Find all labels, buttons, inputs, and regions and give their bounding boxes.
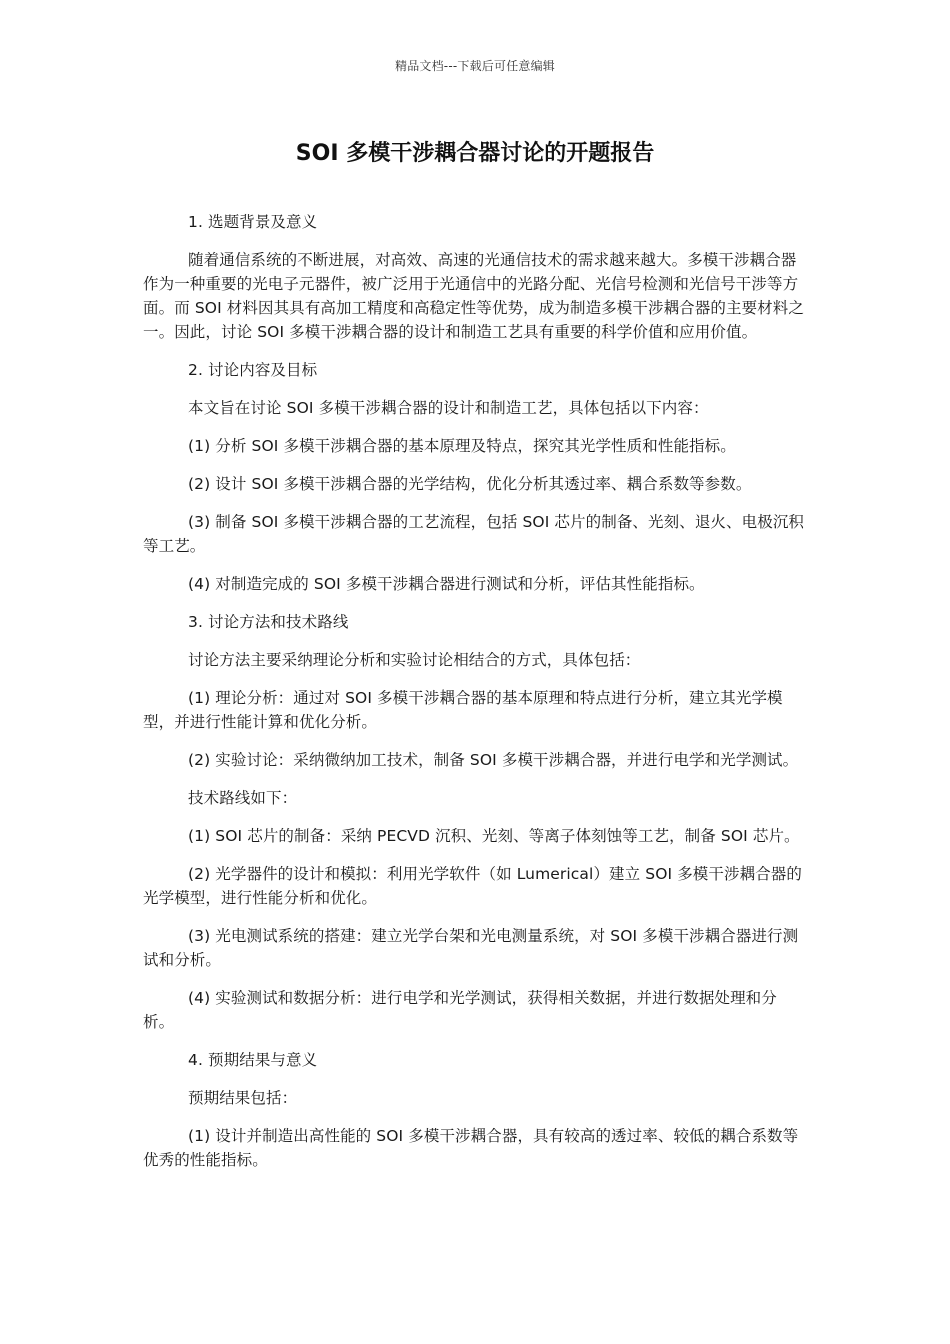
section-heading-background: 1. 选题背景及意义 — [188, 213, 318, 231]
paragraph-content-intro: 本文旨在讨论 SOI 多模干涉耦合器的设计和制造工艺，具体包括以下内容： — [188, 399, 709, 417]
header-note: 精品文档---下载后可任意编辑 — [395, 59, 555, 73]
paragraph-route-intro: 技术路线如下： — [188, 789, 298, 807]
paragraph-background: 随着通信系统的不断进展，对高效、高速的光通信技术的需求越来越大。多模干涉耦合器作为一种重要的光电子元器件，被广泛用于光通信中的光路分配、光信号检测和光信号干涉等方面。而 SOI 材料因其具有高加工精度和高稳定性等优势，成为制造多模干涉耦合器的主要材料之一。因此，讨论 SOI 多模干涉耦合器的设计和制造工艺具有重要的科学价值和应用价值。 — [143, 251, 804, 341]
list-item-content-2: (2) 设计 SOI 多模干涉耦合器的光学结构，优化分析其透过率、耦合系数等参数。 — [188, 475, 752, 493]
list-item-route-4: (4) 实验测试和数据分析：进行电学和光学测试，获得相关数据，并进行数据处理和分析。 — [143, 989, 777, 1031]
document-title: SOI 多模干涉耦合器讨论的开题报告 — [295, 141, 655, 166]
list-item-methods-2: (2) 实验讨论：采纳微纳加工技术，制备 SOI 多模干涉耦合器，并进行电学和光学测试。 — [188, 751, 799, 769]
list-item-content-3: (3) 制备 SOI 多模干涉耦合器的工艺流程，包括 SOI 芯片的制备、光刻、退火、电极沉积等工艺。 — [143, 513, 805, 555]
list-item-results-1: (1) 设计并制造出高性能的 SOI 多模干涉耦合器，具有较高的透过率、较低的耦合系数等优秀的性能指标。 — [143, 1127, 799, 1169]
list-item-content-1: (1) 分析 SOI 多模干涉耦合器的基本原理及特点，探究其光学性质和性能指标。 — [188, 437, 736, 455]
list-item-content-4: (4) 对制造完成的 SOI 多模干涉耦合器进行测试和分析，评估其性能指标。 — [188, 575, 705, 593]
list-item-route-1: (1) SOI 芯片的制备：采纳 PECVD 沉积、光刻、等离子体刻蚀等工艺，制备 SOI 芯片。 — [188, 827, 800, 845]
list-item-route-2: (2) 光学器件的设计和模拟：利用光学软件（如 Lumerical）建立 SOI 多模干涉耦合器的光学模型，进行性能分析和优化。 — [143, 865, 803, 907]
paragraph-methods-intro: 讨论方法主要采纳理论分析和实验讨论相结合的方式，具体包括： — [188, 651, 641, 669]
list-item-methods-1: (1) 理论分析：通过对 SOI 多模干涉耦合器的基本原理和特点进行分析，建立其光学模型，并进行性能计算和优化分析。 — [143, 689, 783, 731]
document-body — [143, 210, 808, 1186]
section-heading-results: 4. 预期结果与意义 — [188, 1051, 318, 1069]
section-heading-methods: 3. 讨论方法和技术路线 — [188, 613, 349, 631]
section-heading-content: 2. 讨论内容及目标 — [188, 361, 318, 379]
list-item-route-3: (3) 光电测试系统的搭建：建立光学台架和光电测量系统，对 SOI 多模干涉耦合器进行测试和分析。 — [143, 927, 799, 969]
paragraph-results-intro: 预期结果包括： — [188, 1089, 298, 1107]
